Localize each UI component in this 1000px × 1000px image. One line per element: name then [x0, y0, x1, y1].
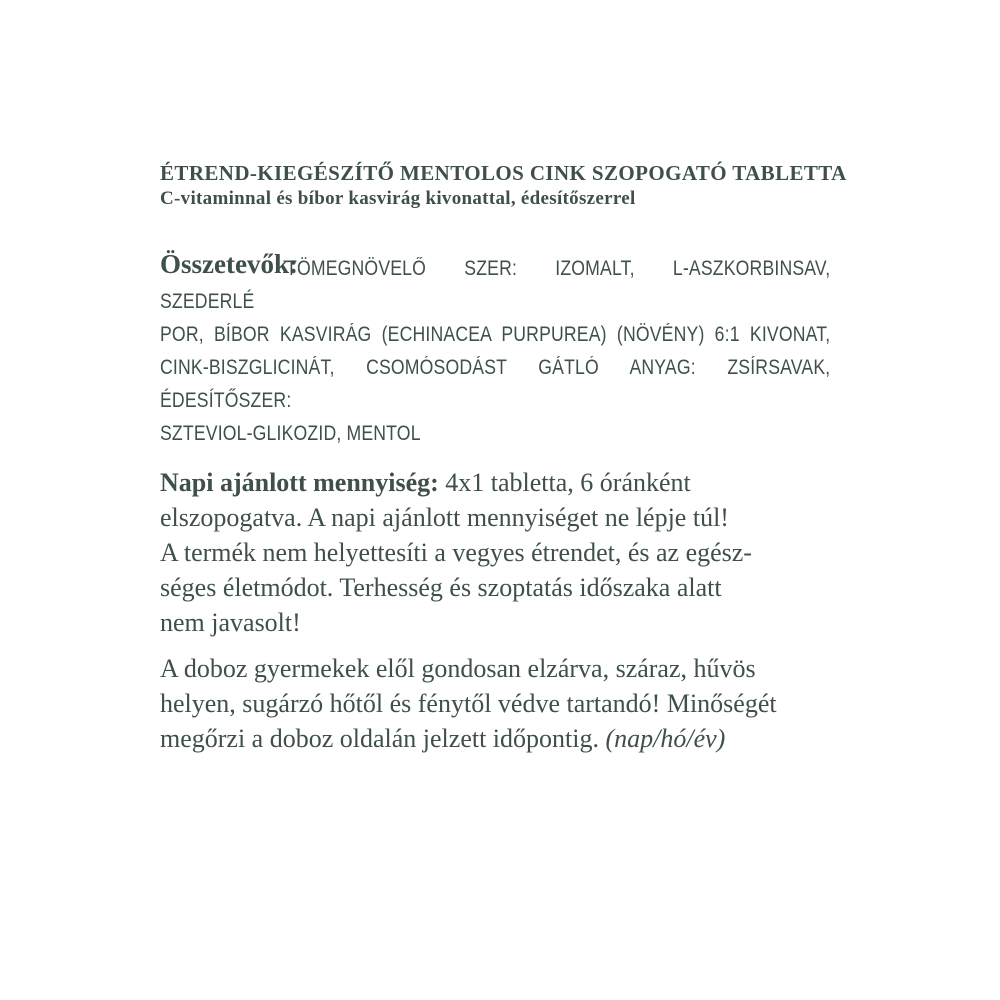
storage-line-3: [160, 721, 830, 756]
product-title: ÉTREND-KIEGÉSZÍTŐ MENTOLOS CINK SZOPOGATÓ TABLETTA: [160, 161, 847, 185]
ingredients-line-3: CINK-BISZGLICINÁT, CSOMÓSODÁST GÁTLÓ ANYAG: ZSÍRSAVAK, ÉDESÍTŐSZER:: [160, 356, 831, 412]
ingredients-label: Összetevők:: [160, 249, 298, 279]
dosage-label: Napi ajánlott mennyiség:: [160, 468, 439, 497]
label-text-block: [160, 161, 847, 756]
storage-section: [160, 651, 830, 756]
dosage-line-1-text: 4x1 tabletta, 6 óránként: [445, 468, 691, 497]
storage-line-3-text: megőrzi a doboz oldalán jelzett időpontig.: [160, 724, 599, 753]
product-subtitle: C-vitaminnal és bíbor kasvirág kivonattal, édesítőszerrel: [160, 188, 636, 209]
storage-line-1: A doboz gyermekek elől gondosan elzárva, száraz, hűvös: [160, 654, 756, 683]
dosage-line-3: A termék nem helyettesíti a vegyes étrendet, és az egész-: [160, 538, 752, 567]
expiry-date-format-note: (nap/hó/év): [605, 724, 726, 753]
ingredients-section: [160, 249, 831, 450]
dosage-line-1: [160, 465, 830, 500]
dosage-line-2: elszopogatva. A napi ajánlott mennyiséget ne lépje túl!: [160, 503, 729, 532]
storage-line-2: helyen, sugárzó hőtől és fénytől védve tartandó! Minőségét: [160, 689, 777, 718]
dosage-line-5: nem javasolt!: [160, 608, 301, 637]
dosage-section: [160, 465, 830, 640]
ingredients-line-1: TÖMEGNÖVELŐ SZER: IZOMALT, L-ASZKORBINSAV, SZEDERLÉ: [160, 257, 831, 313]
ingredients-line-2: POR, BÍBOR KASVIRÁG (ECHINACEA PURPUREA) (NÖVÉNY) 6:1 KIVONAT,: [160, 323, 831, 346]
dosage-line-4: séges életmódot. Terhesség és szoptatás időszaka alatt: [160, 573, 722, 602]
ingredients-line-4: SZTEVIOL-GLIKOZID, MENTOL: [160, 422, 421, 445]
